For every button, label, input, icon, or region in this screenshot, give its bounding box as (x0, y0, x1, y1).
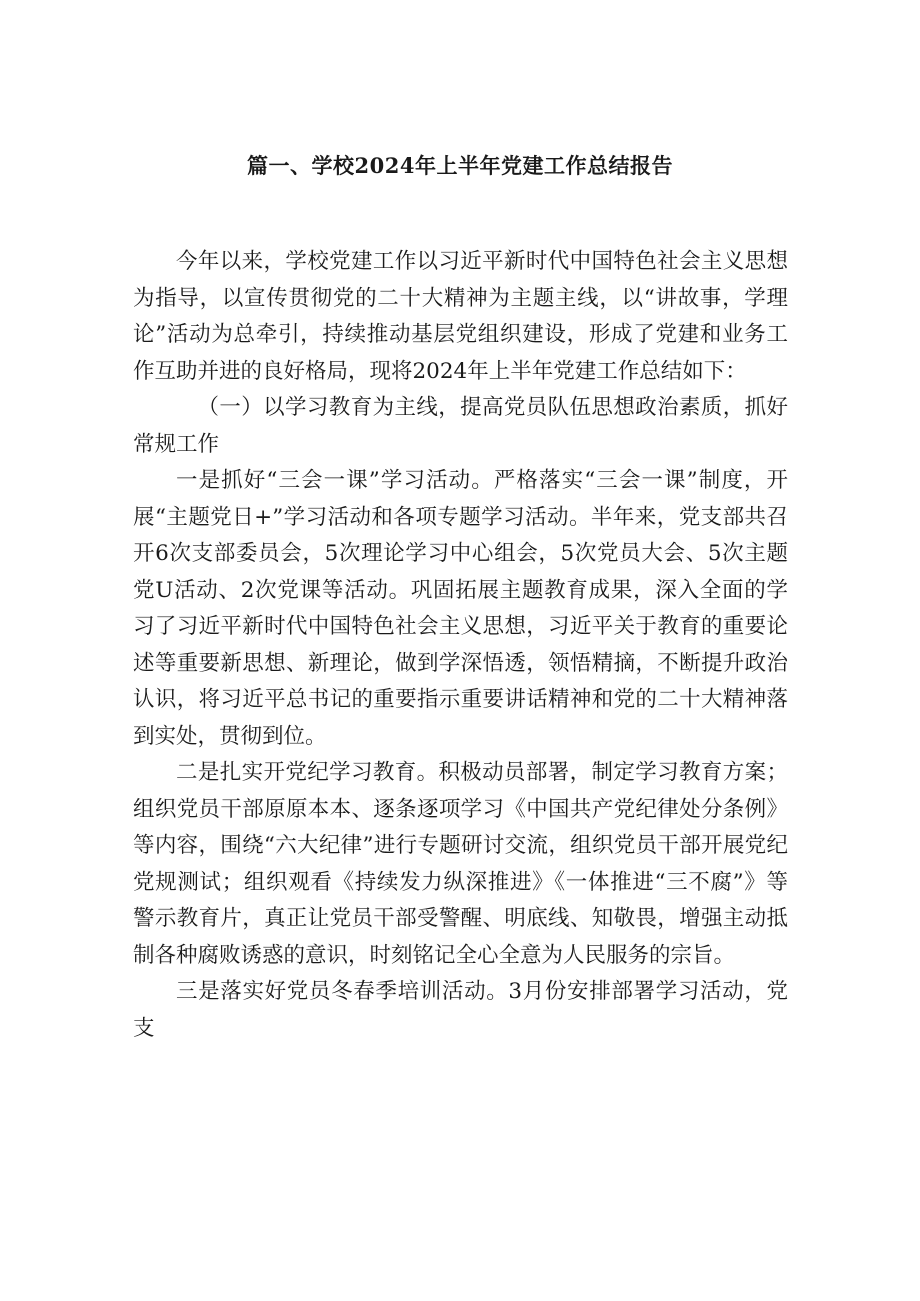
document-title: 篇一、学校2024年上半年党建工作总结报告 (247, 153, 673, 178)
section-heading: （一）以学习教育为主线，提高党员队伍思想政治素质，抓好常规工作 (133, 395, 788, 457)
document-body (133, 244, 788, 1047)
paragraph-item-3: 三是落实好党员冬春季培训活动。3月份安排部署学习活动，党支 (133, 979, 788, 1041)
paragraph-item-1: 一是抓好“三会一课”学习活动。严格落实“三会一课”制度，开展“主题党日+”学习活动和各项专题学习活动。半年来，党支部共召开6次支部委员会，5次理论学习中心组会，5次党员大会、5次主题党U活动、2次党课等活动。巩固拓展主题教育成果，深入全面的学习了习近平新时代中国特色社会主义思想，习近平关于教育的重要论述等重要新思想、新理论，做到学深悟透，领悟精摘，不断提升政治认识，将习近平总书记的重要指示重要讲话精神和党的二十大精神落到实处，贯彻到位。 (133, 468, 788, 749)
paragraph-item-2: 二是扎实开党纪学习教育。积极动员部署，制定学习教育方案；组织党员干部原原本本、逐条逐项学习《中国共产党纪律处分条例》等内容，围绕“六大纪律”进行专题研讨交流，组织党员干部开展党纪党规测试；组织观看《持续发力纵深推进》《一体推进“三不腐”》等警示教育片，真正让党员干部受警醒、明底线、知敬畏，增强主动抵制各种腐败诱惑的意识，时刻铭记全心全意为人民服务的宗旨。 (133, 760, 788, 968)
intro-paragraph: 今年以来，学校党建工作以习近平新时代中国特色社会主义思想为指导，以宣传贯彻党的二十大精神为主题主线，以“讲故事，学理论”活动为总牵引，持续推动基层党组织建设，形成了党建和业务工作互助并进的良好格局，现将2024年上半年党建工作总结如下： (133, 249, 788, 384)
